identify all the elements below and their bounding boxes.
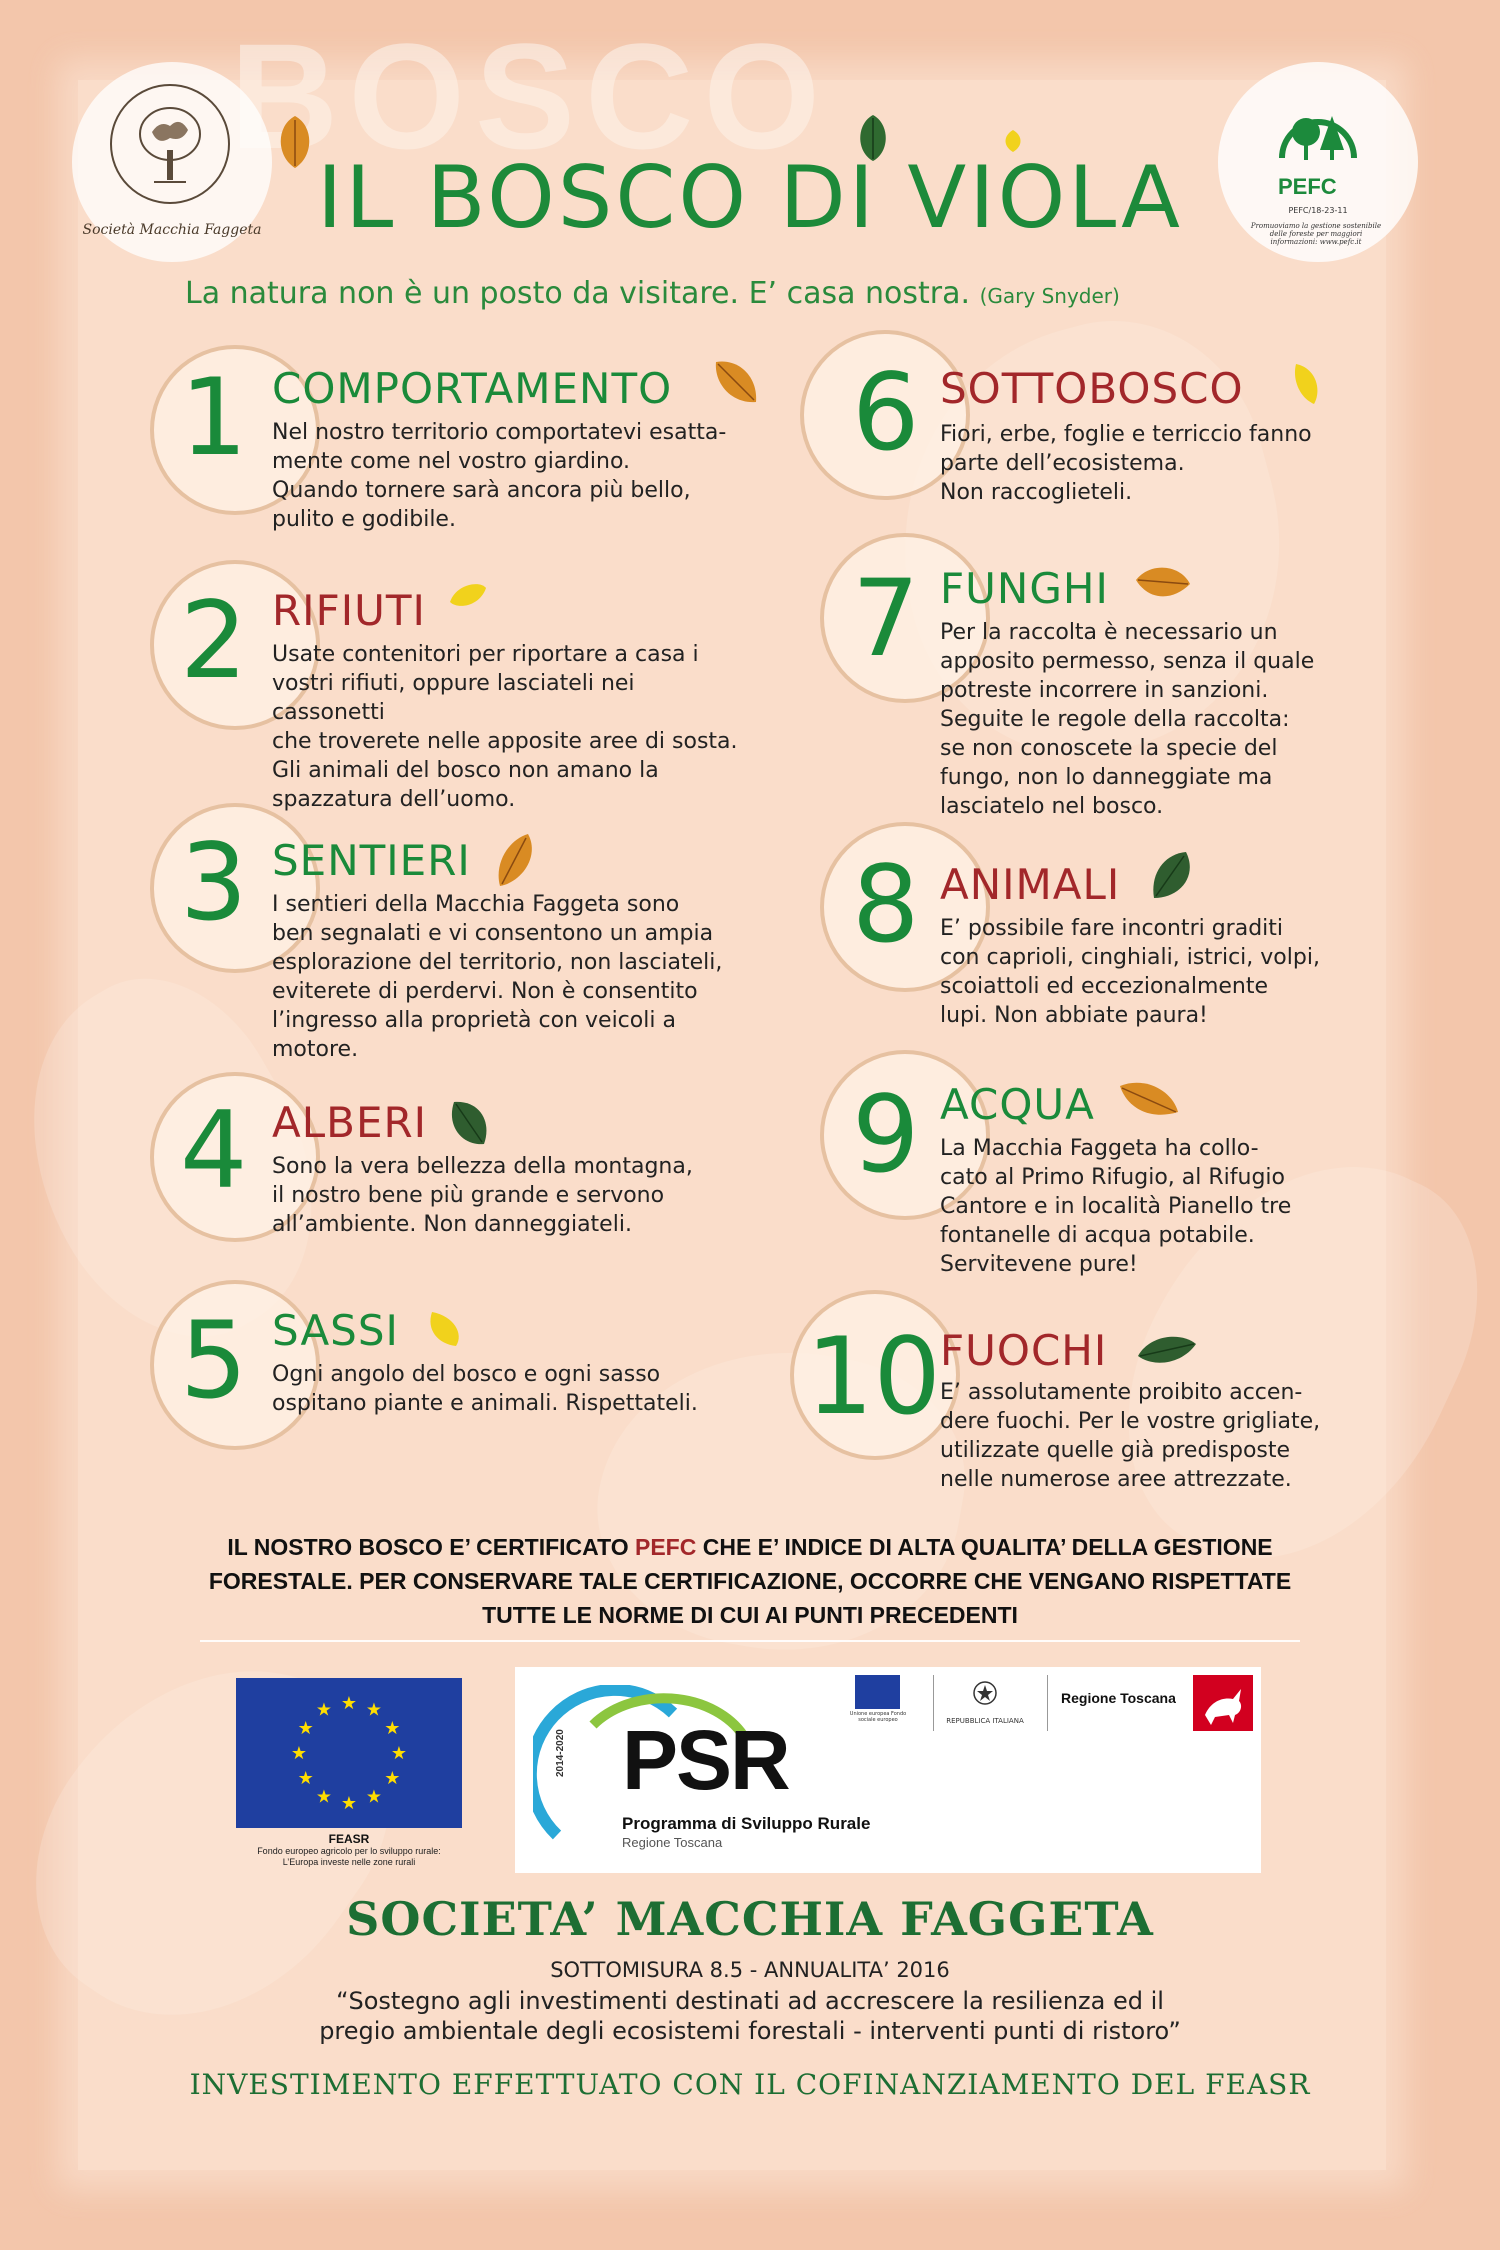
feasr-description: L’Europa investe nelle zone rurali xyxy=(282,1857,416,1867)
seal-caption: Società Macchia Faggeta xyxy=(82,222,262,238)
eu-flag-logo xyxy=(236,1678,462,1828)
eu-star-icon: ★ xyxy=(384,1768,401,1789)
psr-logo xyxy=(515,1667,1261,1873)
leaf-icon xyxy=(444,1096,494,1150)
rule-text-line: Non raccoglieteli. xyxy=(940,480,1133,505)
pegasus-icon xyxy=(1193,1675,1253,1731)
rule-text xyxy=(940,420,1410,507)
project-description-line: pregio ambientale degli ecosistemi forestali - interventi punti di ristoro” xyxy=(319,2017,1181,2045)
mini-eu-caption: Unione europea Fondo sociale europeo xyxy=(849,1711,907,1723)
rule-number: 6 xyxy=(852,351,920,474)
rule-text-line: parte dell’ecosistema. xyxy=(940,451,1185,476)
rule-text xyxy=(272,890,742,1064)
leaf-icon xyxy=(492,830,540,890)
rule-number: 7 xyxy=(852,557,920,680)
rule-text xyxy=(272,1360,742,1418)
rule-number: 3 xyxy=(180,821,248,944)
rule-title: COMPORTAMENTO xyxy=(272,364,673,413)
eu-star-icon: ★ xyxy=(297,1768,314,1789)
sub-measure: SOTTOMISURA 8.5 - ANNUALITA’ 2016 xyxy=(550,1958,950,1982)
eu-star-icon: ★ xyxy=(290,1743,308,1764)
rule-title: SASSI xyxy=(272,1306,399,1355)
rule-text-line: Fiori, erbe, foglie e terriccio fanno xyxy=(940,422,1312,447)
rule-text-line: potreste incorrere in sanzioni. xyxy=(940,678,1269,703)
rule-text-line: spazzatura dell’uomo. xyxy=(272,787,516,812)
rule-number: 10 xyxy=(806,1315,941,1438)
rule-number: 8 xyxy=(852,843,920,966)
psr-region: Regione Toscana xyxy=(622,1835,723,1850)
mini-eu-flag-icon xyxy=(855,1675,900,1709)
rule-text-line: La Macchia Faggeta ha collo- xyxy=(940,1136,1259,1161)
rule-text-line: all’ambiente. Non danneggiateli. xyxy=(272,1212,632,1237)
rule-title: RIFIUTI xyxy=(272,586,426,635)
subtitle xyxy=(185,276,1120,311)
rule-text-line: I sentieri della Macchia Faggeta sono xyxy=(272,892,680,917)
page-title: IL BOSCO DI VIOLA xyxy=(317,148,1183,248)
eu-logo-caption xyxy=(216,1832,482,1868)
divider xyxy=(200,1640,1300,1642)
rule-text-line: fontanelle di acqua potabile. xyxy=(940,1223,1255,1248)
certification-text-part: CHE E’ INDICE DI ALTA QUALITA’ DELLA GESTIONE xyxy=(696,1534,1273,1560)
rule-text-line: Sono la vera bellezza della montagna, xyxy=(272,1154,693,1179)
regione-toscana-label: Regione Toscana xyxy=(1061,1690,1176,1706)
eu-star-icon: ★ xyxy=(365,1699,383,1721)
subtitle-author: (Gary Snyder) xyxy=(979,284,1120,308)
rule-text-line: cato al Primo Rifugio, al Rifugio xyxy=(940,1165,1285,1190)
project-description-line: “Sostegno agli investimenti destinati ad accrescere la resilienza ed il xyxy=(336,1987,1164,2015)
rule-text-line: esplorazione del territorio, non lasciateli, xyxy=(272,950,723,975)
rule-number: 4 xyxy=(180,1089,248,1212)
rule-text-line: Gli animali del bosco non amano la xyxy=(272,758,659,783)
certification-line: TUTTE LE NORME DI CUI AI PUNTI PRECEDENTI xyxy=(482,1602,1018,1628)
leaf-icon xyxy=(424,1308,466,1350)
rule-text-line: lasciatelo nel bosco. xyxy=(940,794,1164,819)
rule-title: SOTTOBOSCO xyxy=(940,364,1244,413)
eu-star-icon: ★ xyxy=(340,1793,358,1814)
rule-text-line: dere fuochi. Per le vostre grigliate, xyxy=(940,1409,1321,1434)
pefc-highlight: PEFC xyxy=(635,1534,697,1560)
rule-title: FUNGHI xyxy=(940,564,1109,613)
leaf-icon xyxy=(1116,1076,1182,1122)
eu-stars-icon xyxy=(236,1678,462,1828)
rule-text-line: Quando tornere sarà ancora più bello, xyxy=(272,478,691,503)
leaf-icon xyxy=(446,578,490,612)
leaf-icon xyxy=(1290,360,1324,408)
leaf-icon xyxy=(708,354,764,410)
certification-text xyxy=(0,1530,1500,1632)
rule-title: ANIMALI xyxy=(940,860,1121,909)
psr-years: 2014-2020 xyxy=(555,1729,566,1777)
italian-emblem-icon xyxy=(970,1677,1000,1713)
rule-text xyxy=(940,914,1410,1030)
rule-text xyxy=(272,1152,742,1239)
rule-text-line: scoiattoli ed eccezionalmente xyxy=(940,974,1269,999)
toscana-flag-icon xyxy=(1193,1675,1253,1731)
rule-text-line: eviterete di perdervi. Non è consentito xyxy=(272,979,698,1004)
eu-star-icon: ★ xyxy=(365,1786,383,1808)
psr-program: Programma di Sviluppo Rurale xyxy=(622,1814,871,1833)
eu-star-icon: ★ xyxy=(315,1699,333,1721)
rule-text xyxy=(272,418,742,534)
rule-number: 1 xyxy=(180,356,248,479)
rule-text-line: Seguite le regole della raccolta: xyxy=(940,707,1290,732)
rule-text-line: vostri rifiuti, oppure lasciateli nei cassonetti xyxy=(272,671,635,725)
feasr-description: Fondo europeo agricolo per lo sviluppo rurale: xyxy=(257,1846,441,1856)
eu-star-icon: ★ xyxy=(315,1786,333,1808)
rule-text-line: ospitano piante e animali. Rispettateli. xyxy=(272,1391,698,1416)
rule-text-line: E’ possibile fare incontri graditi xyxy=(940,916,1284,941)
rule-text-line: fungo, non lo danneggiate ma xyxy=(940,765,1273,790)
rule-text-line: Cantore e in località Pianello tre xyxy=(940,1194,1292,1219)
rule-number: 9 xyxy=(852,1073,920,1196)
rule-text-line: ben segnalati e vi consentono un ampia xyxy=(272,921,714,946)
rule-text-line: con caprioli, cinghiali, istrici, volpi, xyxy=(940,945,1320,970)
eu-star-icon: ★ xyxy=(340,1693,358,1714)
rule-text-line: se non conoscete la specie del xyxy=(940,736,1278,761)
rule-text-line: Ogni angolo del bosco e ogni sasso xyxy=(272,1362,661,1387)
rule-text-line: apposito permesso, senza il quale xyxy=(940,649,1315,674)
rule-text-line: motore. xyxy=(272,1037,359,1062)
project-description xyxy=(0,1986,1500,2046)
logo-separator xyxy=(1047,1675,1048,1731)
rule-text-line: pulito e godibile. xyxy=(272,507,456,532)
eu-star-icon: ★ xyxy=(384,1718,401,1739)
rule-text xyxy=(940,1134,1410,1279)
italian-republic-label: REPUBBLICA ITALIANA xyxy=(946,1717,1024,1725)
psr-abbr: PSR xyxy=(622,1713,789,1807)
certification-text-part: IL NOSTRO BOSCO E’ CERTIFICATO xyxy=(227,1534,635,1560)
feasr-label: FEASR xyxy=(328,1832,370,1846)
rule-number: 5 xyxy=(180,1299,248,1422)
leaf-icon xyxy=(1146,848,1198,902)
funding-statement: INVESTIMENTO EFFETTUATO CON IL COFINANZIAMENTO DEL FEASR xyxy=(189,2068,1311,2101)
certification-line xyxy=(0,1530,1500,1564)
rule-title: FUOCHI xyxy=(940,1326,1108,1375)
certification-line: FORESTALE. PER CONSERVARE TALE CERTIFICAZIONE, OCCORRE CHE VENGANO RISPETTATE xyxy=(208,1568,1292,1594)
company-name: SOCIETA’ MACCHIA FAGGETA xyxy=(346,1892,1154,1946)
rule-title: SENTIERI xyxy=(272,836,471,885)
rule-text-line: Usate contenitori per riportare a casa i xyxy=(272,642,699,667)
leaf-icon xyxy=(1132,560,1194,604)
rule-text-line: Nel nostro territorio comportatevi esatta- xyxy=(272,420,727,445)
pefc-code: PEFC/18-23-11 xyxy=(1288,206,1348,215)
rule-number: 2 xyxy=(180,579,248,702)
rule-text xyxy=(940,1378,1410,1494)
rule-title: ALBERI xyxy=(272,1098,428,1147)
rule-text-line: mente come nel vostro giardino. xyxy=(272,449,631,474)
rule-text xyxy=(272,640,742,814)
rule-title: ACQUA xyxy=(940,1080,1095,1129)
subtitle-quote: La natura non è un posto da visitare. E’ casa nostra. xyxy=(185,276,971,311)
eu-star-icon: ★ xyxy=(390,1743,408,1764)
rule-text-line: E’ assolutamente proibito accen- xyxy=(940,1380,1303,1405)
rule-text-line: utilizzate quelle già predisposte xyxy=(940,1438,1291,1463)
logo-separator xyxy=(933,1675,934,1731)
rule-text-line: che troverete nelle apposite aree di sosta. xyxy=(272,729,738,754)
rule-text-line: l’ingresso alla proprietà con veicoli a xyxy=(272,1008,676,1033)
rule-text xyxy=(940,618,1410,821)
rule-text-line: Servitevene pure! xyxy=(940,1252,1138,1277)
pefc-wordmark: PEFC xyxy=(1278,174,1337,199)
eu-star-icon: ★ xyxy=(297,1718,314,1739)
rule-text-line: nelle numerose aree attrezzate. xyxy=(940,1467,1292,1492)
rule-text-line: lupi. Non abbiate paura! xyxy=(940,1003,1208,1028)
rule-text-line: Per la raccolta è necessario un xyxy=(940,620,1278,645)
rule-text-line: il nostro bene più grande e servono xyxy=(272,1183,665,1208)
pefc-note: Promuoviamo la gestione sostenibile delle foreste per maggiori informazioni: www.pefc.it xyxy=(1250,222,1382,246)
leaf-icon xyxy=(1134,1330,1200,1370)
